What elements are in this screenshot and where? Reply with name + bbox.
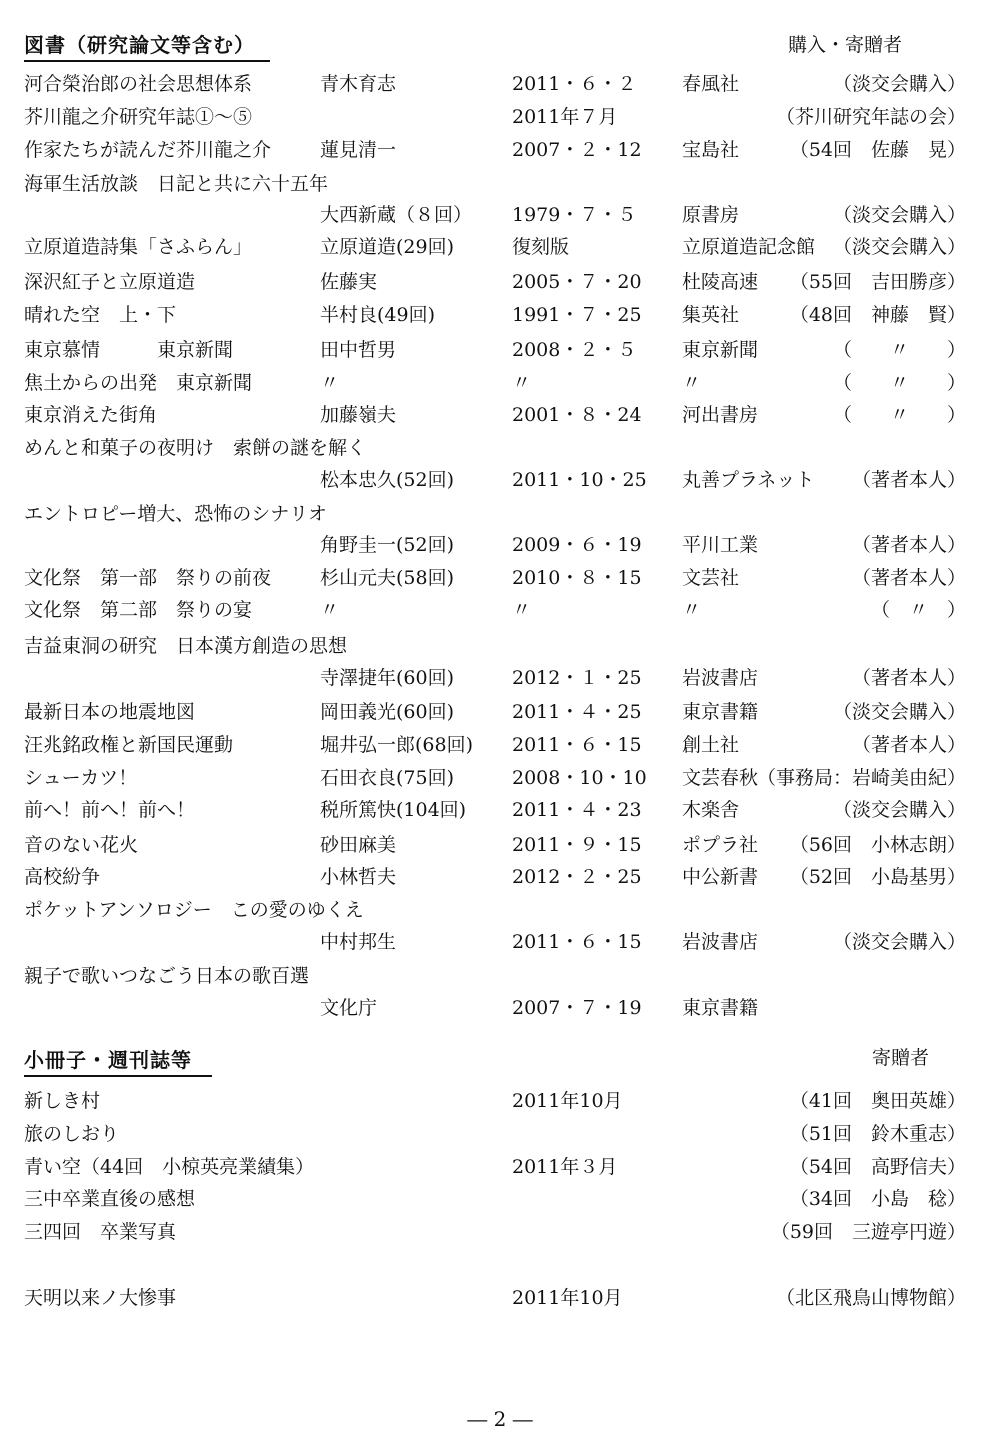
book-author: 〃 — [320, 372, 340, 394]
book-date: 2011・６・２ — [512, 73, 637, 95]
book-donor: （事務局：岩崎美由紀） — [756, 767, 966, 789]
booklet-title: 青い空（44回 小椋英亮業績集） — [24, 1156, 315, 1178]
book-date: 〃 — [512, 599, 532, 621]
page-number: ― 2 ― — [467, 1407, 533, 1431]
book-title: 立原道造詩集「さふらん」 — [24, 236, 253, 258]
book-title: シューカツ！ — [24, 767, 138, 789]
booklet-date: 2011年３月 — [512, 1156, 618, 1178]
book-publisher: 〃 — [682, 372, 702, 394]
book-publisher: 創土社 — [682, 734, 740, 756]
booklet-donor: （北区飛鳥山博物館） — [775, 1287, 966, 1309]
book-title: 前へ！前へ！前へ！ — [24, 799, 196, 821]
book-date: 2011・４・23 — [512, 799, 642, 821]
book-publisher: 東京新聞 — [682, 339, 759, 361]
book-publisher: 立原道造記念館 — [682, 236, 816, 258]
book-date: 2007・２・12 — [512, 139, 642, 161]
book-donor: （著者本人） — [851, 667, 966, 689]
book-date: 復刻版 — [512, 236, 570, 258]
book-donor: （ 〃 ） — [870, 599, 966, 621]
booklet-donor: （54回 高野信夫） — [789, 1156, 966, 1178]
book-publisher: 中公新書 — [682, 866, 759, 888]
booklet-date: 2011年10月 — [512, 1090, 623, 1112]
book-publisher: 春風社 — [682, 73, 740, 95]
book-donor: （52回 小島基男） — [789, 866, 966, 888]
booklet-title: 天明以来ノ大惨事 — [24, 1287, 177, 1309]
book-author: 松本忠久(52回) — [320, 469, 455, 491]
book-donor: （淡交会購入） — [832, 701, 966, 723]
book-author: 砂田麻美 — [320, 834, 397, 856]
book-title: 焦土からの出発 東京新聞 — [24, 372, 253, 394]
book-date: 1991・７・25 — [512, 304, 642, 326]
book-donor: （著者本人） — [851, 567, 966, 589]
book-donor: （芥川研究年誌の会） — [775, 106, 966, 128]
book-publisher: 丸善プラネット — [682, 469, 815, 491]
book-title: めんと和菓子の夜明け 索餅の謎を解く — [24, 437, 367, 459]
book-publisher: 木楽舎 — [682, 799, 740, 821]
book-title: 最新日本の地震地図 — [24, 701, 196, 723]
booklet-title: 三中卒業直後の感想 — [24, 1188, 196, 1210]
book-author: 文化庁 — [320, 997, 378, 1019]
book-publisher: 杜陵高速 — [682, 271, 759, 293]
book-author: 角野圭一(52回) — [320, 534, 455, 556]
book-donor: （淡交会購入） — [832, 799, 966, 821]
book-date: 2005・７・20 — [512, 271, 642, 293]
booklet-date: 2011年10月 — [512, 1287, 623, 1309]
book-date: 2011・９・15 — [512, 834, 642, 856]
book-author: 青木育志 — [320, 73, 397, 95]
booklet-title: 新しき村 — [24, 1090, 101, 1112]
book-donor: （著者本人） — [851, 734, 966, 756]
book-author: 堀井弘一郎(68回) — [320, 734, 474, 756]
book-donor: （淡交会購入） — [832, 236, 966, 258]
book-title: 高校紛争 — [24, 866, 101, 888]
book-publisher: 岩波書店 — [682, 667, 759, 689]
booklet-donor: （59回 三遊亭円遊） — [770, 1221, 966, 1243]
book-date: 2011年７月 — [512, 106, 618, 128]
book-publisher: ポプラ社 — [682, 834, 759, 856]
book-publisher: 〃 — [682, 599, 702, 621]
booklet-donor: （41回 奥田英雄） — [789, 1090, 966, 1112]
book-date: 2009・６・19 — [512, 534, 642, 556]
book-date: 2007・７・19 — [512, 997, 642, 1019]
book-publisher: 原書房 — [682, 204, 740, 226]
book-author: 杉山元夫(58回) — [320, 567, 455, 589]
booklets-heading: 小冊子・週刊誌等 — [24, 1048, 192, 1072]
book-title: 芥川龍之介研究年誌①〜⑤ — [24, 106, 253, 128]
book-title: 吉益東洞の研究 日本漢方創造の思想 — [24, 635, 348, 657]
booklet-title: 三四回 卒業写真 — [24, 1221, 177, 1243]
book-date: 1979・７・５ — [512, 204, 637, 226]
book-title: エントロピー増大、恐怖のシナリオ — [24, 503, 328, 525]
book-author: 小林哲夫 — [320, 866, 397, 888]
book-publisher: 東京書籍 — [682, 701, 759, 723]
booklets-heading-underline — [24, 1075, 212, 1077]
book-title: 汪兆銘政権と新国民運動 — [24, 734, 234, 756]
book-donor: （淡交会購入） — [832, 73, 966, 95]
book-donor: （55回 吉田勝彦） — [789, 271, 966, 293]
book-date: 2010・８・15 — [512, 567, 642, 589]
book-title: 河合榮治郎の社会思想体系 — [24, 73, 253, 95]
book-donor: （淡交会購入） — [832, 204, 966, 226]
book-publisher: 河出書房 — [682, 404, 759, 426]
book-date: 2011・10・25 — [512, 469, 647, 491]
book-title: 東京慕情 東京新聞 — [24, 339, 234, 361]
book-author: 税所篤快(104回) — [320, 799, 467, 821]
book-donor: （淡交会購入） — [832, 931, 966, 953]
book-date: 2012・１・25 — [512, 667, 642, 689]
booklet-title: 旅のしおり — [24, 1123, 120, 1145]
book-title: 東京消えた街角 — [24, 404, 158, 426]
book-publisher: 東京書籍 — [682, 997, 759, 1019]
book-title: 作家たちが読んだ芥川龍之介 — [24, 139, 272, 161]
book-publisher: 文芸社 — [682, 567, 740, 589]
book-title: 文化祭 第二部 祭りの宴 — [24, 599, 253, 621]
book-date: 2011・６・15 — [512, 734, 642, 756]
books-donor-header: 購入・寄贈者 — [788, 34, 903, 56]
book-author: 立原道造(29回) — [320, 236, 455, 258]
book-publisher: 岩波書店 — [682, 931, 759, 953]
book-title: 音のない花火 — [24, 834, 139, 856]
book-donor: （48回 神藤 賢） — [789, 304, 966, 326]
book-title: 親子で歌いつなごう日本の歌百選 — [24, 965, 310, 987]
book-date: 〃 — [512, 372, 532, 394]
book-date: 2011・４・25 — [512, 701, 642, 723]
book-title: 文化祭 第一部 祭りの前夜 — [24, 567, 272, 589]
book-author: 蓮見清一 — [320, 139, 397, 161]
book-donor: （ 〃 ） — [832, 372, 966, 394]
book-donor: （著者本人） — [851, 469, 966, 491]
book-author: 大西新蔵（８回） — [320, 204, 473, 226]
book-author: 石田衣良(75回) — [320, 767, 455, 789]
book-donor: （54回 佐藤 晃） — [789, 139, 966, 161]
book-publisher: 文芸春秋 — [682, 767, 759, 789]
book-title: 海軍生活放談 日記と共に六十五年 — [24, 173, 329, 195]
book-author: 寺澤捷年(60回) — [320, 667, 455, 689]
book-author: 半村良(49回) — [320, 304, 436, 326]
book-author: 佐藤実 — [320, 271, 378, 293]
booklets-donor-header: 寄贈者 — [872, 1047, 930, 1069]
book-title: ポケットアンソロジー この愛のゆくえ — [24, 899, 364, 921]
book-date: 2001・８・24 — [512, 404, 642, 426]
book-donor: （56回 小林志朗） — [789, 834, 966, 856]
book-author: 岡田義光(60回) — [320, 701, 455, 723]
book-author: 中村邦生 — [320, 931, 397, 953]
book-author: 加藤嶺夫 — [320, 404, 397, 426]
book-donor: （著者本人） — [851, 534, 966, 556]
book-date: 2011・６・15 — [512, 931, 642, 953]
book-donor: （ 〃 ） — [832, 339, 966, 361]
book-title: 晴れた空 上・下 — [24, 304, 177, 326]
booklet-donor: （34回 小島 稔） — [789, 1188, 966, 1210]
book-publisher: 宝島社 — [682, 139, 740, 161]
books-heading: 図書（研究論文等含む） — [24, 33, 255, 57]
book-date: 2008・２・５ — [512, 339, 637, 361]
book-donor: （ 〃 ） — [832, 404, 966, 426]
book-date: 2008・10・10 — [512, 767, 647, 789]
book-publisher: 集英社 — [682, 304, 740, 326]
booklet-donor: （51回 鈴木重志） — [789, 1123, 966, 1145]
book-publisher: 平川工業 — [682, 534, 759, 556]
book-author: 〃 — [320, 599, 340, 621]
book-title: 深沢紅子と立原道造 — [24, 271, 196, 293]
book-author: 田中哲男 — [320, 339, 397, 361]
book-date: 2012・２・25 — [512, 866, 642, 888]
books-heading-underline — [24, 60, 270, 62]
